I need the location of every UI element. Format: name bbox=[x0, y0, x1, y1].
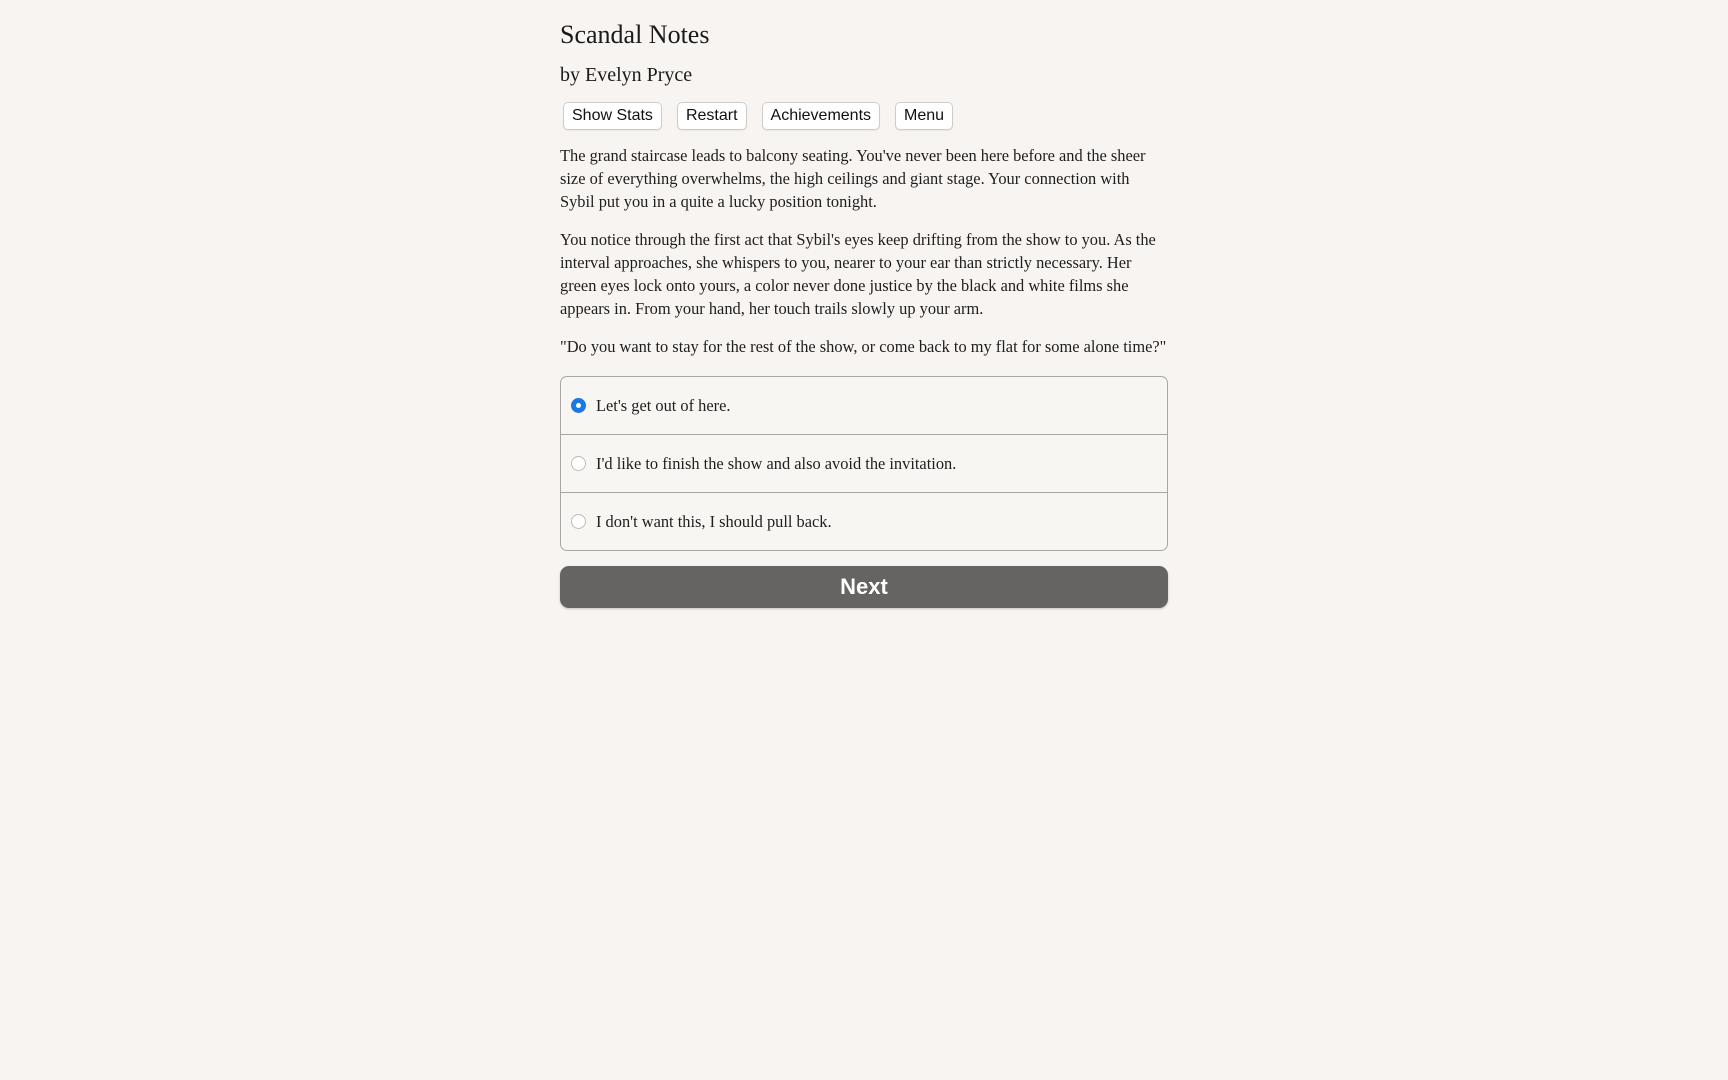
game-title: Scandal Notes bbox=[560, 20, 710, 49]
achievements-button[interactable]: Achievements bbox=[762, 102, 881, 130]
story-paragraph: You notice through the first act that Sybil's eyes keep drifting from the show to you. As the interval approaches, she whispers to you, nearer to your ear than strictly necessary. Her green eyes lock onto yours, a color never done justice by the black and white films she appears in. From your hand, her touch trails slowly up your arm. bbox=[560, 230, 1156, 318]
choice-option-1[interactable] bbox=[561, 377, 1167, 434]
choice-label: Let's get out of here. bbox=[596, 395, 731, 415]
story-paragraph: "Do you want to stay for the rest of the show, or come back to my flat for some alone time?" bbox=[560, 337, 1167, 356]
restart-button[interactable]: Restart bbox=[677, 102, 747, 130]
story-paragraph: The grand staircase leads to balcony seating. You've never been here before and the sheer size of everything overwhelms, the high ceilings and giant stage. Your connection with Sybil put you in a quite a lucky position tonight. bbox=[560, 146, 1146, 211]
game-author: by Evelyn Pryce bbox=[560, 64, 693, 86]
show-stats-button[interactable]: Show Stats bbox=[563, 102, 662, 130]
choice-label: I'd like to finish the show and also avoid the invitation. bbox=[596, 453, 957, 473]
choice-label: I don't want this, I should pull back. bbox=[596, 511, 832, 531]
radio-unselected-icon[interactable] bbox=[571, 514, 586, 529]
story-text bbox=[560, 144, 1168, 358]
choice-list bbox=[560, 376, 1168, 551]
next-button[interactable]: Next bbox=[560, 566, 1168, 608]
menu-button[interactable]: Menu bbox=[895, 102, 953, 130]
choice-option-3[interactable] bbox=[561, 492, 1167, 550]
toolbar bbox=[560, 102, 1168, 130]
radio-selected-icon[interactable] bbox=[571, 398, 586, 413]
radio-unselected-icon[interactable] bbox=[571, 456, 586, 471]
game-container bbox=[560, 18, 1168, 608]
choice-option-2[interactable] bbox=[561, 434, 1167, 492]
